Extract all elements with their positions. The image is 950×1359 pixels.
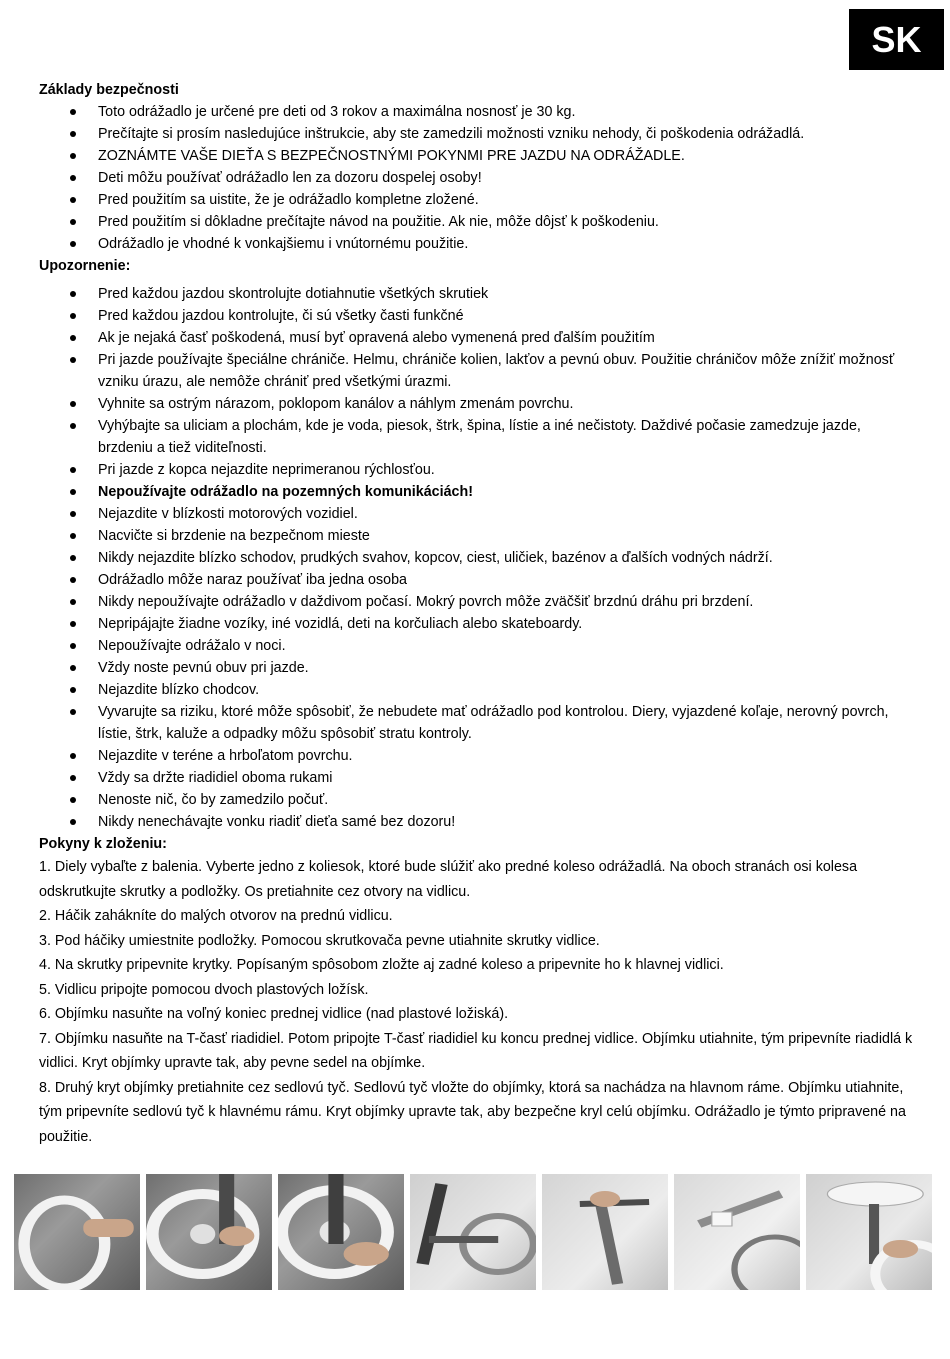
safety-list [39,101,919,255]
warning-item: Vyhnite sa ostrým nárazom, poklopom kanálov a náhlym zmenám povrchu. [39,393,919,415]
assembly-heading: Pokyny k zloženiu: [39,836,167,852]
warning-item: Pred každou jazdou kontrolujte, či sú všetky časti funkčné [39,305,919,327]
warning-item: Pri jazde používajte špeciálne chrániče. Helmu, chrániče kolien, lakťov a pevnú obuv. Použitie chráničov môže znížiť možnosť vzniku úrazu, ale nemôže chrániť pred všetkými úrazmi. [39,349,919,393]
assembly-step: 1. Diely vybaľte z balenia. Vyberte jedno z koliesok, ktoré bude slúžiť ako predné koleso odrážadlá. Na oboch stranách osi kolesa odskrutkujte skrutky a podložky. Os pretiahnite cez otvory na vidlicu. [39,859,858,900]
assembly-step: 2. Háčik zahákníte do malých otvorov na prednú vidlicu. [39,908,393,924]
assembly-photo-fork-cap [410,1174,536,1290]
safety-item: Pred použitím si dôkladne prečítajte návod na použitie. Ak nie, môže dôjsť k poškodeniu. [39,211,919,233]
warning-item: Pred každou jazdou skontrolujte dotiahnutie všetkých skrutiek [39,283,919,305]
safety-item: ZOZNÁMTE VAŠE DIEŤA S BEZPEČNOSTNÝMI POKYNMI PRE JAZDU NA ODRÁŽADLE. [39,145,919,167]
assembly-step: 5. Vidlicu pripojte pomocou dvoch plastových ložísk. [39,981,369,998]
warning-item: Pri jazde z kopca nejazdite neprimeranou rýchlosťou. [39,459,919,481]
assembly-steps [39,855,919,1149]
warning-item: Ak je nejaká časť poškodená, musí byť opravená alebo vymenená pred ďalším použitím [39,327,919,349]
assembly-step: 7. Objímku nasuňte na T-časť riadidiel. Potom pripojte T-časť riadidiel ku koncu prednej vidlice. Objímku utiahnite, tým pripevníte riadidlá k vidlici. Kryt objímky upravte tak, aby pevne sedel na objímke. [39,1030,913,1071]
safety-item: Toto odrážadlo je určené pre deti od 3 rokov a maximálna nosnosť je 30 kg. [39,101,919,123]
warning-item: Nenoste nič, čo by zamedzilo počuť. [39,789,919,811]
safety-heading: Základy bezpečnosti [39,82,179,98]
warning-item: Nacvičte si brzdenie na bezpečnom mieste [39,525,919,547]
safety-item: Deti môžu používať odrážadlo len za dozoru dospelej osoby! [39,167,919,189]
warning-item: Nikdy nenechávajte vonku riadiť dieťa samé bez dozoru! [39,811,919,833]
warning-item: Vždy sa držte riadidiel oboma rukami [39,767,919,789]
assembly-step: 8. Druhý kryt objímky pretiahnite cez sedlovú tyč. Sedlovú tyč vložte do objímky, ktorá sa nachádza na hlavnom ráme. Objímku utiahnite, tým pripevníte sedlovú tyč k hlavnému rámu. Kryt objímky upravte tak, aby bezpečne kryl celú objímku. Odrážadlo je týmto pripravené na použitie. [39,1079,906,1145]
assembly-photo-strip [14,1174,932,1290]
assembly-photo-wheel-axle [14,1174,140,1290]
warning-item: Nejazdite v teréne a hrboľatom povrchu. [39,745,919,767]
warning-item: Vyhýbajte sa uliciam a plochám, kde je voda, piesok, štrk, špina, lístie a iné nečistoty. Daždivé počasie zamedzuje jazde, brzdeniu a tiež viditeľnosti. [39,415,919,459]
warning-heading: Upozornenie: [39,258,131,274]
manual-content [39,79,919,1149]
assembly-photo-wheel-screw [278,1174,404,1290]
warning-item: Vyvarujte sa riziku, ktoré môže spôsobiť, že nebudete mať odrážadlo pod kontrolou. Diery, vyjazdené koľaje, nerovný povrch, lístie, štrk, kaluže a odpadky môžu spôsobiť stratu kontroly. [39,701,919,745]
assembly-photo-wheel-hook [146,1174,272,1290]
assembly-photo-frame-clamp [674,1174,800,1290]
language-badge: SK [849,9,944,70]
warning-item: Odrážadlo môže naraz používať iba jedna osoba [39,569,919,591]
assembly-step: 3. Pod háčiky umiestnite podložky. Pomocou skrutkovača pevne utiahnite skrutky vidlice. [39,932,600,949]
warning-item: Vždy noste pevnú obuv pri jazde. [39,657,919,679]
warning-item: Nejazdite v blízkosti motorových vozidiel. [39,503,919,525]
assembly-photo-handlebar [542,1174,668,1290]
warning-item: Nepripájajte žiadne vozíky, iné vozidlá, deti na korčuliach alebo skateboardy. [39,613,919,635]
warning-item-bold: Nepoužívajte odrážadlo na pozemných komunikáciách! [39,481,919,503]
warning-list [39,283,919,833]
warning-item: Nikdy nepoužívajte odrážadlo v daždivom počasí. Mokrý povrch môže zväčšiť brzdnú dráhu pri brzdení. [39,591,919,613]
safety-item: Prečítajte si prosím nasledujúce inštrukcie, aby ste zamedzili možnosti vzniku nehody, či poškodenia odrážadlá. [39,123,919,145]
safety-item: Pred použitím sa uistite, že je odrážadlo kompletne zložené. [39,189,919,211]
warning-item: Nepoužívajte odrážalo v noci. [39,635,919,657]
assembly-step: 4. Na skrutky pripevnite krytky. Popísaným spôsobom zložte aj zadné koleso a pripevnite ho k hlavnej vidlici. [39,957,724,973]
assembly-photo-seat-post [806,1174,932,1290]
assembly-step: 6. Objímku nasuňte na voľný koniec prednej vidlice (nad plastové ložiská). [39,1006,509,1022]
warning-item: Nikdy nejazdite blízko schodov, prudkých svahov, kopcov, ciest, uličiek, bazénov a ďalších vodných nádrží. [39,547,919,569]
safety-item: Odrážadlo je vhodné k vonkajšiemu i vnútornému použitie. [39,233,919,255]
warning-item: Nejazdite blízko chodcov. [39,679,919,701]
